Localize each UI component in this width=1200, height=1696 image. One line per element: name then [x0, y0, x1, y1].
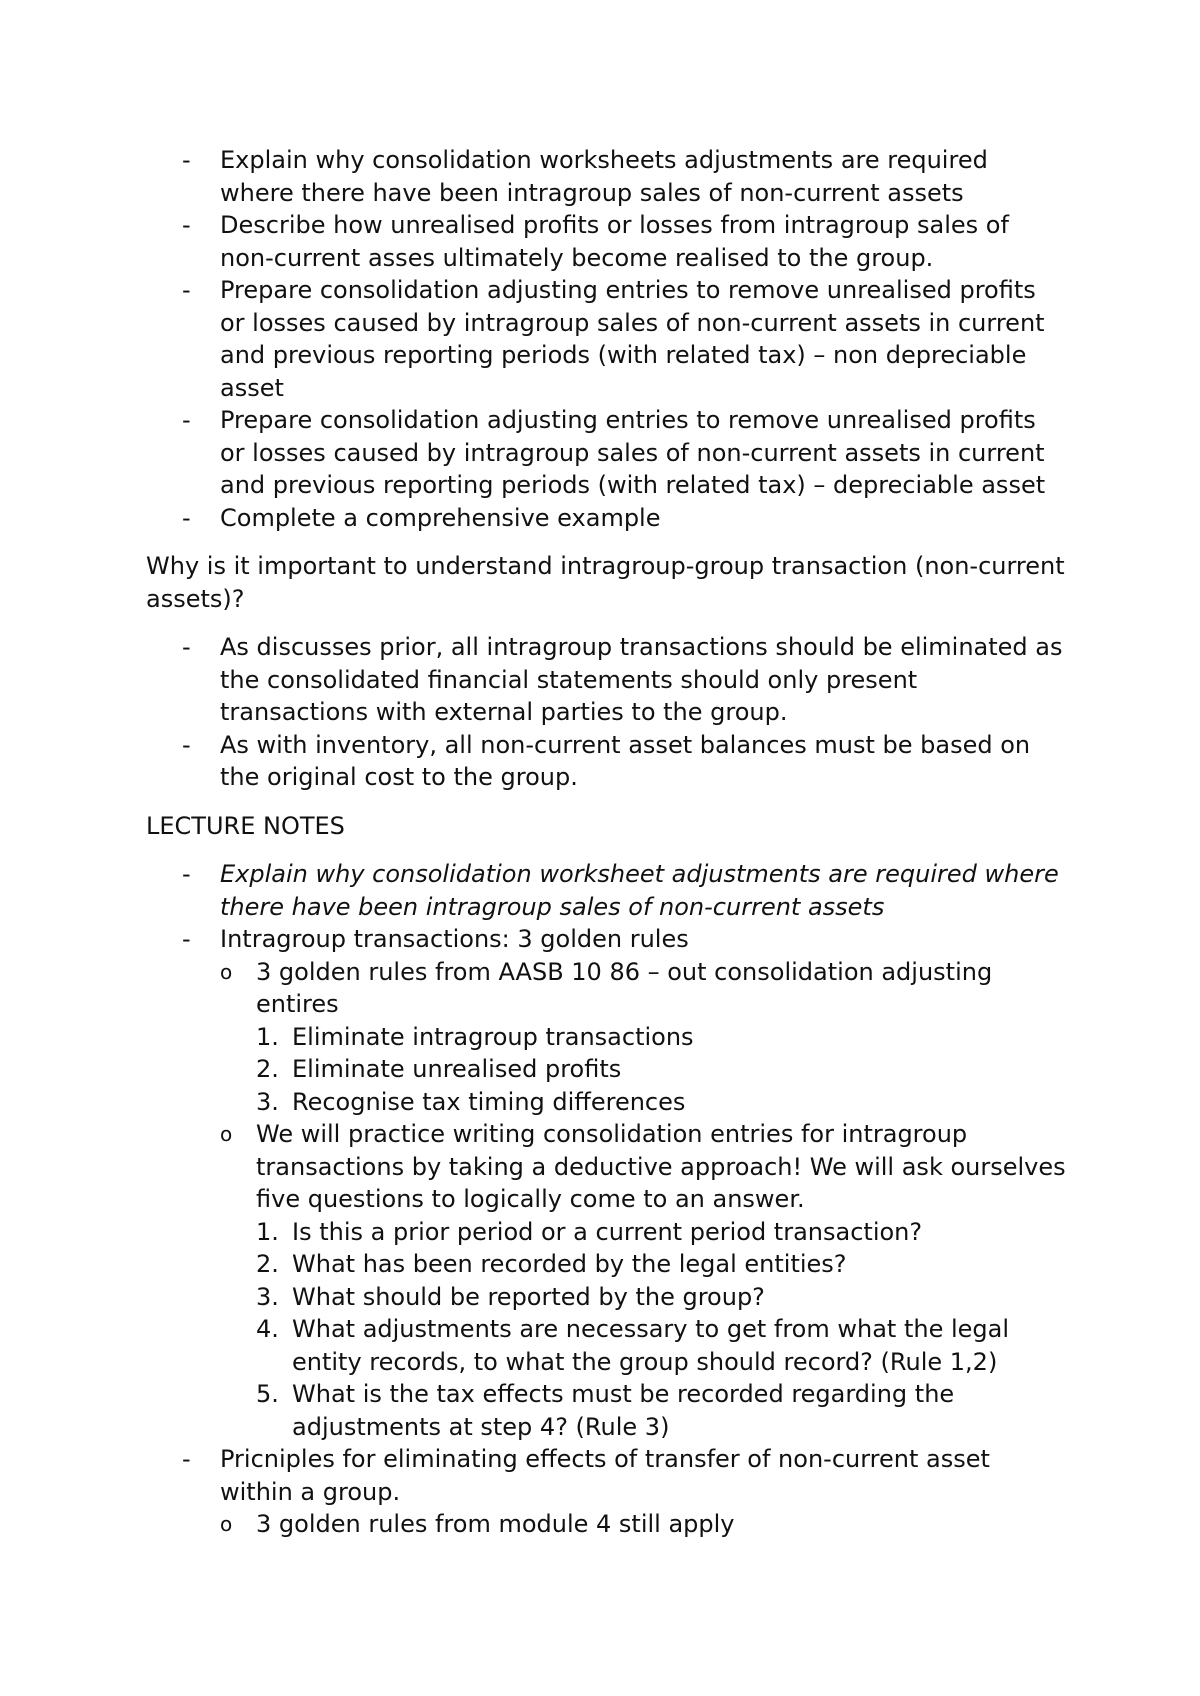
list-item	[146, 144, 1066, 209]
number-marker: 3.	[256, 1282, 279, 1311]
dash-bullet: -	[182, 406, 191, 434]
numbered-item-text: Eliminate unrealised profits	[292, 1055, 622, 1083]
sub-list-item	[220, 956, 1066, 1119]
dash-bullet: -	[182, 860, 191, 888]
numbered-item	[256, 1086, 1066, 1119]
list-item-text: Describe how unrealised profits or losses from intragroup sales of non-current asses ultimately become realised to the group.	[220, 211, 1009, 272]
list-item-text: Prepare consolidation adjusting entries to remove unrealised profits or losses caused by intragroup sales of non-current assets in current and previous reporting periods (with related tax) – non depreciable asset	[220, 276, 1045, 402]
number-marker: 2.	[256, 1055, 279, 1083]
sub-list-item	[220, 1508, 1066, 1541]
dash-bullet: -	[182, 633, 191, 661]
dash-bullet: -	[182, 146, 191, 174]
sub-list-item-text: 3 golden rules from AASB 10 86 – out consolidation adjusting entires	[256, 957, 993, 1018]
numbered-item	[256, 1021, 1066, 1054]
number-marker: 1.	[256, 1022, 279, 1051]
numbered-item	[256, 1313, 1066, 1378]
number-marker: 3.	[256, 1087, 279, 1116]
list-item-text: Explain why consolidation worksheets adjustments are required where there have been intragroup sales of non-current assets	[220, 146, 988, 207]
numbered-item	[256, 1281, 1066, 1314]
list-item	[146, 631, 1066, 729]
list-item	[146, 1443, 1066, 1541]
sub-list	[220, 1508, 1066, 1541]
why-heading: Why is it important to understand intragroup-group transaction (non-current assets)?	[146, 552, 1065, 613]
numbered-item	[256, 1248, 1066, 1281]
numbered-item-text: What has been recorded by the legal entities?	[292, 1250, 847, 1278]
list-item	[146, 858, 1066, 923]
numbered-item-text: What is the tax effects must be recorded regarding the adjustments at step 4? (Rule 3)	[292, 1380, 955, 1441]
circle-bullet: o	[220, 1512, 233, 1536]
list-item	[146, 209, 1066, 274]
why-list	[146, 631, 1066, 794]
questions-list	[256, 1216, 1066, 1444]
dash-bullet: -	[182, 503, 191, 532]
lecture-notes-list	[146, 858, 1066, 1541]
list-item-text: Intragroup transactions: 3 golden rules	[220, 925, 689, 953]
list-item-text: As with inventory, all non-current asset balances must be based on the original cost to the group.	[220, 730, 1031, 791]
list-item	[146, 404, 1066, 502]
list-item-text: As discusses prior, all intragroup transactions should be eliminated as the consolidated financial statements should only present transactions with external parties to the group.	[220, 633, 1063, 726]
list-item	[146, 502, 1066, 535]
sub-list	[220, 956, 1066, 1444]
objectives-list	[146, 144, 1066, 534]
golden-rules-list	[256, 1021, 1066, 1119]
list-item-text: Prepare consolidation adjusting entries to remove unrealised profits or losses caused by intragroup sales of non-current assets in current and previous reporting periods (with related tax) – depreciable asset	[220, 406, 1046, 499]
dash-bullet: -	[182, 276, 191, 304]
circle-bullet: o	[220, 959, 233, 984]
numbered-item-text: Eliminate intragroup transactions	[292, 1022, 694, 1051]
circle-bullet: o	[220, 1122, 233, 1146]
list-item-text: Pricniples for eliminating effects of transfer of non-current asset within a group.	[220, 1445, 990, 1506]
number-marker: 1.	[256, 1217, 279, 1246]
list-item	[146, 274, 1066, 404]
numbered-item-text: Is this a prior period or a current period transaction?	[292, 1217, 923, 1246]
sub-list-item	[220, 1118, 1066, 1443]
number-marker: 2.	[256, 1250, 279, 1278]
numbered-item	[256, 1216, 1066, 1249]
numbered-item	[256, 1053, 1066, 1086]
sub-list-item-text: 3 golden rules from module 4 still apply	[256, 1510, 735, 1538]
document-body	[146, 144, 1066, 1541]
list-item-text: Complete a comprehensive example	[220, 503, 661, 532]
list-item-text: Explain why consolidation worksheet adjustments are required where there have been intragroup sales of non-current assets	[220, 860, 1059, 921]
lecture-notes-heading: LECTURE NOTES	[146, 811, 345, 840]
sub-list-item-text: We will practice writing consolidation entries for intragroup transactions by taking a deductive approach! We will ask ourselves five questions to logically come to an answer.	[256, 1120, 1066, 1213]
numbered-item-text: What adjustments are necessary to get from what the legal entity records, to what the group should record? (Rule 1,2)	[292, 1315, 1009, 1376]
dash-bullet: -	[182, 925, 191, 953]
dash-bullet: -	[182, 730, 191, 759]
numbered-item-text: What should be reported by the group?	[292, 1282, 765, 1311]
list-item	[146, 923, 1066, 1443]
number-marker: 5.	[256, 1380, 279, 1408]
dash-bullet: -	[182, 211, 191, 239]
numbered-item	[256, 1378, 1066, 1443]
number-marker: 4.	[256, 1315, 279, 1343]
numbered-item-text: Recognise tax timing differences	[292, 1087, 686, 1116]
list-item	[146, 729, 1066, 794]
dash-bullet: -	[182, 1445, 191, 1473]
